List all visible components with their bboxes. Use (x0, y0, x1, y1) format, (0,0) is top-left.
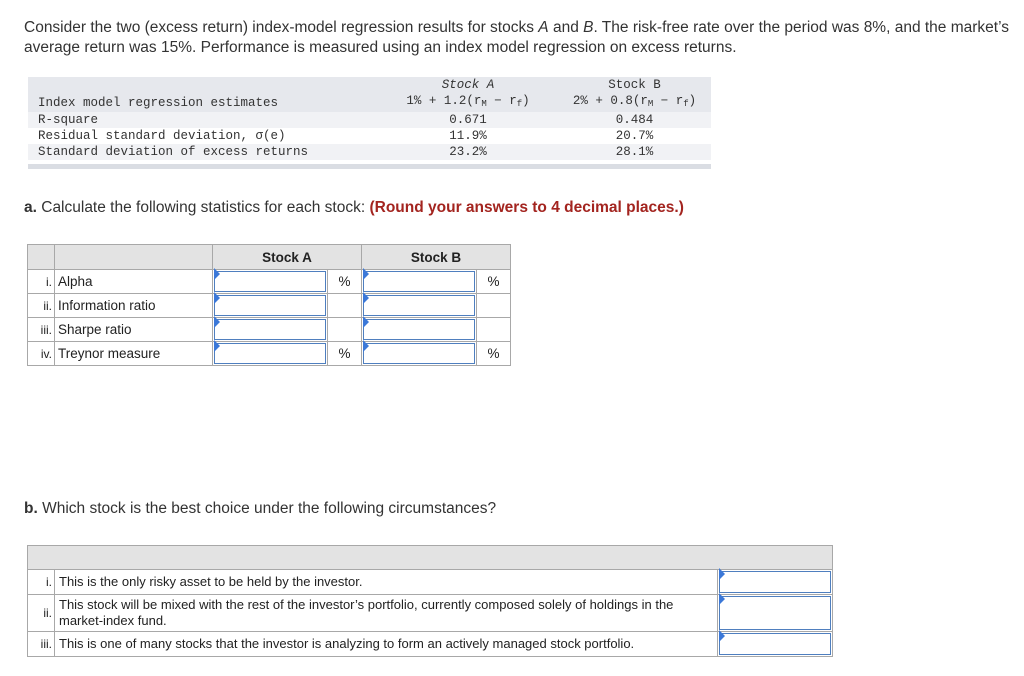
input-marker-icon (214, 340, 220, 352)
row-label: Alpha (55, 270, 213, 294)
estimates-label: R-square (28, 112, 378, 128)
part-a-answer-grid (27, 244, 511, 366)
estimates-label: Residual standard deviation, σ(e) (28, 128, 378, 144)
input-marker-icon (363, 292, 369, 304)
circumstance-3-select[interactable] (718, 632, 833, 657)
input-marker-icon (719, 568, 725, 580)
input-marker-icon (363, 340, 369, 352)
grid-a-header (28, 245, 511, 270)
grid-b-row-1: i. This is the only risky asset to be held by the investor. (28, 570, 833, 595)
circumstance-1-select[interactable] (718, 570, 833, 595)
row-label: This is one of many stocks that the investor is analyzing to form an actively managed stock portfolio. (55, 632, 718, 657)
input-marker-icon (214, 268, 220, 280)
unit-label (328, 294, 362, 318)
alpha-stock-b-input[interactable] (362, 270, 477, 294)
row-label: Sharpe ratio (55, 318, 213, 342)
treynor-stock-a-input[interactable] (213, 342, 328, 366)
grid-b-row-3: iii. This is one of many stocks that the investor is analyzing to form an actively managed stock portfolio. (28, 632, 833, 657)
sharpe-ratio-stock-b-input[interactable] (362, 318, 477, 342)
estimates-value-a: 23.2% (378, 144, 558, 160)
rounding-instruction: (Round your answers to 4 decimal places.) (369, 199, 684, 216)
unit-label (477, 294, 511, 318)
unit-label: % (477, 270, 511, 294)
stock-a-letter: A (538, 19, 549, 36)
alpha-stock-a-input[interactable] (213, 270, 328, 294)
input-marker-icon (363, 268, 369, 280)
unit-label: % (328, 270, 362, 294)
sharpe-ratio-stock-a-input[interactable] (213, 318, 328, 342)
estimates-value-b: 0.484 (558, 112, 711, 128)
estimates-value-a: 11.9% (378, 128, 558, 144)
input-marker-icon (719, 630, 725, 642)
input-marker-icon (214, 292, 220, 304)
stock-b-letter: B (583, 19, 594, 36)
input-marker-icon (214, 316, 220, 328)
prompt-text-1: Consider the two (excess return) index-model regression results for stocks (24, 19, 539, 36)
unit-label: % (328, 342, 362, 366)
unit-label (328, 318, 362, 342)
grid-b-row-2: ii. This stock will be mixed with the rest of the investor’s portfolio, currently composed solely of holdings in the market-index fund. (28, 595, 833, 632)
circumstance-2-select[interactable] (718, 595, 833, 632)
estimates-col-a: Stock A (378, 77, 558, 93)
estimates-label: Index model regression estimates (28, 93, 378, 112)
grid-a-col-stock-a: Stock A (213, 245, 362, 270)
grid-a-row-alpha: i. Alpha % % (28, 270, 511, 294)
treynor-stock-b-input[interactable] (362, 342, 477, 366)
part-b-answer-grid (27, 545, 833, 657)
estimates-value-a: 0.671 (378, 112, 558, 128)
row-label: This is the only risky asset to be held by the investor. (55, 570, 718, 595)
prompt-and: and (548, 19, 584, 36)
grid-a-row-treynor: iv. Treynor measure % % (28, 342, 511, 366)
part-b-question: b. Which stock is the best choice under the following circumstances? (24, 500, 497, 517)
question-prompt (24, 18, 1014, 58)
unit-label (477, 318, 511, 342)
unit-label: % (477, 342, 511, 366)
estimates-value-b: 20.7% (558, 128, 711, 144)
estimates-value-b: 28.1% (558, 144, 711, 160)
row-label: Information ratio (55, 294, 213, 318)
estimates-value-a: $1\% + 1.2(r_M - r_f)$ (378, 93, 558, 112)
estimates-row-rsquare (28, 112, 711, 128)
prompt-text-2: . The risk-free rate over the period was 8%, and the market’s average return was 15%. Performance is measured using an index model regression on excess returns. (24, 19, 1010, 56)
estimates-col-b: Stock B (558, 77, 711, 93)
estimates-label: Standard deviation of excess returns (28, 144, 378, 160)
input-marker-icon (363, 316, 369, 328)
estimates-bottom-bar (28, 164, 711, 169)
information-ratio-stock-a-input[interactable] (213, 294, 328, 318)
part-a-question: a. Calculate the following statistics for each stock: (Round your answers to 4 decimal places.) (24, 199, 684, 216)
grid-a-row-information-ratio: ii. Information ratio (28, 294, 511, 318)
input-marker-icon (719, 593, 725, 605)
information-ratio-stock-b-input[interactable] (362, 294, 477, 318)
row-label: This stock will be mixed with the rest of the investor’s portfolio, currently composed solely of holdings in the market-index fund. (55, 595, 718, 632)
estimates-row-regression (28, 93, 711, 112)
regression-estimates-table (28, 77, 711, 169)
estimates-row-residual-sd (28, 128, 711, 144)
estimates-row-excess-sd (28, 144, 711, 160)
row-label: Treynor measure (55, 342, 213, 366)
grid-a-row-sharpe-ratio: iii. Sharpe ratio (28, 318, 511, 342)
estimates-header-row (28, 77, 711, 93)
grid-a-col-stock-b: Stock B (362, 245, 511, 270)
estimates-value-b: $2\% + 0.8(r_M - r_f)$ (558, 93, 711, 112)
grid-b-header (28, 546, 833, 570)
